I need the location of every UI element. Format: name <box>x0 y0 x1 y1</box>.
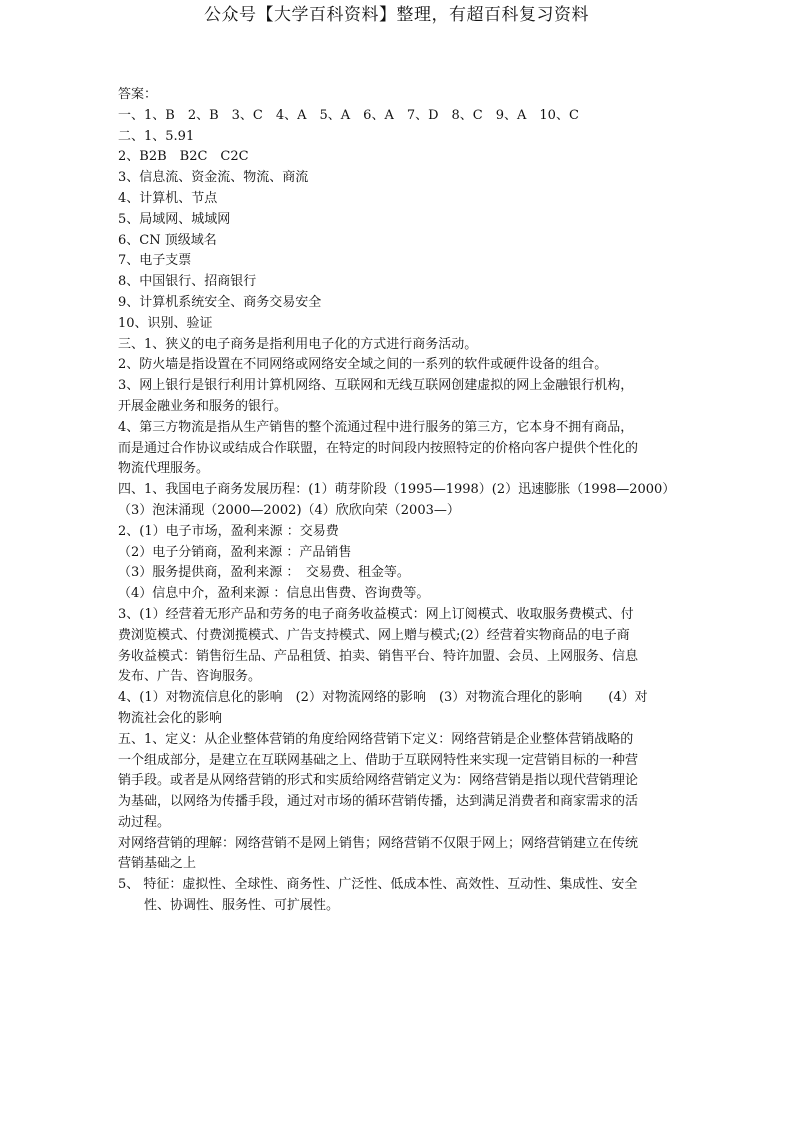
section-three-line: 三、1、狭义的电子商务是指利用电子化的方式进行商务活动。 <box>118 336 478 352</box>
section-four-line: 发布、广告、咨询服务。 <box>118 669 262 685</box>
page-header: 公众号【大学百科资料】整理，有超百科复习资料 <box>204 5 589 25</box>
section-four-line: （3）泡沫涌现（2000—2002)（4）欣欣向荣（2003—） <box>118 502 460 518</box>
section-three-line: 2、防火墙是指设置在不同网络或网络安全域之间的一系列的软件或硬件设备的组合。 <box>118 357 608 373</box>
section-four-line: 费浏览模式、付费浏揽模式、广告支持模式、网上赠与模式;(2）经营着实物商品的电子商 <box>118 627 630 643</box>
section-two-line: 8、中国银行、招商银行 <box>118 274 257 290</box>
answer-content <box>118 85 686 917</box>
section-two-line: 6、CN 顶级域名 <box>118 232 217 248</box>
section-two-line: 2、B2B B2C C2C <box>118 149 249 165</box>
section-four-line: 务收益模式：销售衍生品、产品租赁、拍卖、销售平台、特许加盟、会员、上网服务、信息 <box>118 648 639 664</box>
section-two-line: 3、信息流、资金流、物流、商流 <box>118 170 309 186</box>
section-two-line: 二、1、5.91 <box>118 128 195 144</box>
section-five-line: 营销基础之上 <box>118 856 197 872</box>
section-two-line: 5、局域网、城域网 <box>118 211 231 227</box>
section-one-answers: 一、1、B 2、B 3、C 4、A 5、A 6、A 7、D 8、C 9、A 10、C <box>118 107 579 123</box>
section-five-line: 销手段。或者是从网络营销的形式和实质给网络营销定义为：网络营销是指以现代营销理论 <box>118 773 639 789</box>
section-three-line: 3、网上银行是银行利用计算机网络、互联网和无线互联网创建虚拟的网上金融银行机构， <box>118 378 634 394</box>
section-two-line: 10、识别、验证 <box>118 315 213 331</box>
section-five-line: 为基础，以网络为传播手段，通过对市场的循环营销传播，达到满足消费者和商家需求的活 <box>118 794 639 810</box>
section-four-line: （4）信息中介，盈利来源 ：信息出售费、咨询费等。 <box>118 586 430 602</box>
section-three-line: 4、第三方物流是指从生产销售的整个流通过程中进行服务的第三方，它本身不拥有商品， <box>118 419 634 435</box>
section-five-line: 对网络营销的理解：网络营销不是网上销售；网络营销不仅限于网上；网络营销建立在传统 <box>118 835 639 851</box>
section-four-line: （2）电子分销商，盈利来源 ：产品销售 <box>118 544 352 560</box>
section-four-line: 2、(1）电子市场，盈利来源 ：交易费 <box>118 523 339 539</box>
section-two-line: 9、计算机系统安全、商务交易安全 <box>118 294 322 310</box>
section-five-line: 一个组成部分，是建立在互联网基础之上、借助于互联网特性来实现一定营销目标的一种营 <box>118 752 639 768</box>
section-four-line: 四、1、我国电子商务发展历程：(1）萌芽阶段（1995—1998）(2）迅速膨胀（1998—2000） <box>118 482 676 498</box>
section-four-line: 物流社会化的影响 <box>118 710 223 726</box>
section-three-line: 物流代理服务。 <box>118 461 210 477</box>
section-three-line: 而是通过合作协议或结成合作联盟，在特定的时间段内按照特定的价格向客户提供个性化的 <box>118 440 639 456</box>
section-four-line: 4、(1）对物流信息化的影响 (2）对物流网络的影响 (3）对物流合理化的影响 (4）对 <box>118 690 648 706</box>
section-two-line: 4、计算机、节点 <box>118 190 218 206</box>
section-four-line: 3、(1）经营着无形产品和劳务的电子商务收益模式：网上订阅模式、收取服务费模式、付 <box>118 606 634 622</box>
section-five-line: 性、协调性、服务性、可扩展性。 <box>144 898 340 914</box>
section-five-line: 动过程。 <box>118 814 171 830</box>
section-five-line: 5、 特征：虚拟性、全球性、商务性、广泛性、低成本性、高效性、互动性、集成性、安全 <box>118 877 638 893</box>
answer-heading: 答案： <box>118 87 158 102</box>
section-two-line: 7、电子支票 <box>118 253 192 269</box>
section-five-line: 五、1、定义：从企业整体营销的角度给网络营销下定义：网络营销是企业整体营销战略的 <box>118 731 634 747</box>
section-four-line: （3）服务提供商，盈利来源 ： 交易费、租金等。 <box>118 565 410 581</box>
section-three-line: 开展金融业务和服务的银行。 <box>118 398 288 414</box>
